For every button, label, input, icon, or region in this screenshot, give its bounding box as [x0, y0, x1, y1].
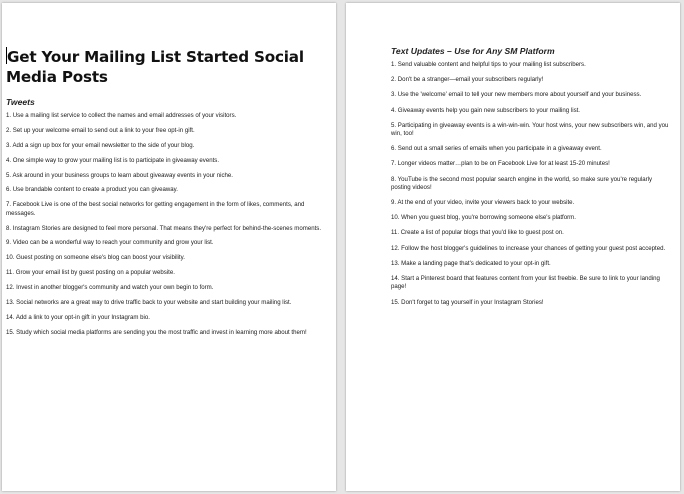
list-item: 14. Start a Pinterest board that features content from your list freebie. Be sure to link to your landing page! [391, 275, 660, 291]
list-item: 15. Study which social media platforms are sending you the most traffic and invest in learning more about them! [6, 328, 307, 336]
list-item: 6. Use brandable content to create a product you can giveaway. [6, 186, 178, 194]
list-item: 7. Facebook Live is one of the best social networks for getting engagement in the form of likes, comments, and messages. [6, 201, 305, 217]
list-item: 9. At the end of your video, invite your viewers back to your website. [391, 199, 575, 207]
list-item: 3. Add a sign up box for your email newsletter to the side of your blog. [6, 141, 195, 149]
section-title-tweets: Tweets [6, 97, 35, 107]
list-item: 9. Video can be a wonderful way to reach your community and grow your list. [6, 239, 214, 247]
tweets-list [6, 112, 324, 337]
list-item: 8. YouTube is the second most popular search engine in the world, so make sure you're regularly posting videos! [391, 175, 653, 191]
section-title-text-updates: Text Updates – Use for Any SM Platform [391, 46, 555, 56]
list-item: 14. Add a link to your opt-in gift in your Instagram bio. [6, 313, 150, 321]
list-item: 2. Set up your welcome email to send out a link to your free opt-in gift. [6, 126, 195, 134]
document-title[interactable] [6, 47, 324, 87]
list-item: 5. Ask around in your business groups to learn about giveaway events in your niche. [6, 171, 233, 179]
list-item: 4. Giveaway events help you gain new subscribers to your mailing list. [391, 106, 580, 114]
list-item: 15. Don't forget to tag yourself in your Instagram Stories! [391, 298, 544, 306]
document-title-text: Get Your Mailing List Started Social Media Posts [6, 48, 304, 86]
list-item: 3. Use the 'welcome' email to tell your new members more about yourself and your business. [391, 91, 642, 99]
list-item: 10. Guest posting on someone else's blog can boost your visibility. [6, 254, 185, 262]
list-item: 1. Use a mailing list service to collect the names and email addresses of your visitors. [6, 112, 237, 119]
list-item: 12. Invest in another blogger's community and watch your own begin to form. [6, 284, 214, 292]
list-item: 11. Create a list of popular blogs that you'd like to guest post on. [391, 229, 564, 237]
list-item: 4. One simple way to grow your mailing list is to participate in giveaway events. [6, 156, 220, 164]
list-item: 2. Don't be a stranger—email your subscribers regularly! [391, 76, 544, 84]
text-updates-list [391, 61, 670, 307]
list-item: 6. Send out a small series of emails when you participate in a giveaway event. [391, 145, 602, 153]
list-item: 1. Send valuable content and helpful tips to your mailing list subscribers. [391, 61, 586, 68]
list-item: 13. Social networks are a great way to drive traffic back to your website and start building your mailing list. [6, 298, 292, 306]
list-item: 11. Grow your email list by guest posting on a popular website. [6, 269, 175, 277]
list-item: 5. Participating in giveaway events is a win-win-win. Your host wins, your new subscribers win, and you win, too! [391, 121, 669, 138]
list-item: 8. Instagram Stories are designed to feel more personal. That means they're perfect for behind-the-scenes moments. [6, 224, 322, 232]
list-item: 12. Follow the host blogger's guidelines to increase your chances of getting your guest post accepted. [391, 244, 666, 252]
list-item: 7. Longer videos matter…plan to be on Facebook Live for at least 15-20 minutes! [391, 160, 610, 168]
document-page-right[interactable] [346, 3, 680, 491]
list-item: 10. When you guest blog, you're borrowing someone else's platform. [391, 214, 576, 222]
document-page-left[interactable] [2, 3, 336, 491]
list-item: 13. Make a landing page that's dedicated to your opt-in gift. [391, 259, 551, 267]
